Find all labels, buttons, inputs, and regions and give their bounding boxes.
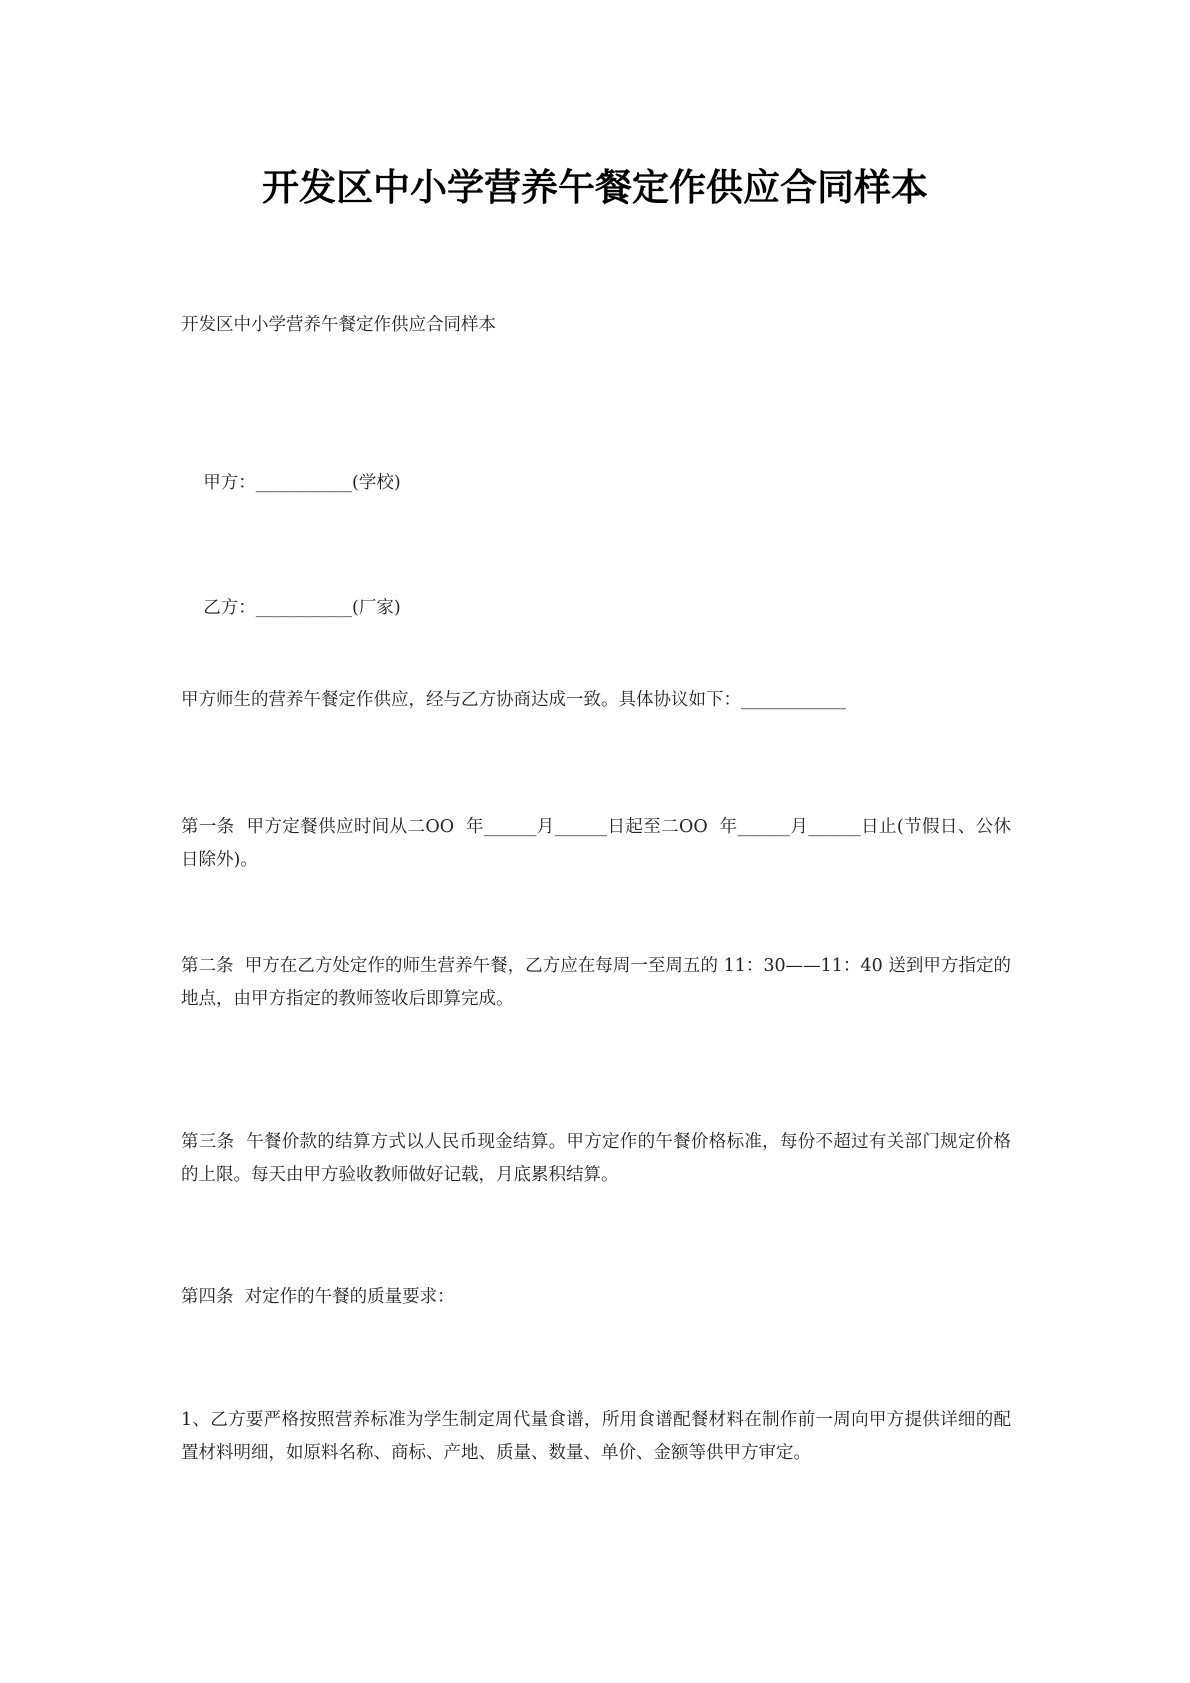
party-a-blank: ___________ <box>255 473 353 493</box>
party-a-label: 甲方： <box>203 473 256 493</box>
document-subtitle: 开发区中小学营养午餐定作供应合同样本 <box>181 315 496 335</box>
document-title: 开发区中小学营养午餐定作供应合同样本 <box>262 166 928 209</box>
article-2: 第二条 甲方在乙方处定作的师生营养午餐，乙方应在每周一至周五的 11：30——11：40 送到甲方指定的地点，由甲方指定的教师签收后即算完成。 <box>181 956 1011 1009</box>
party-a-suffix: (学校) <box>352 473 401 493</box>
item-1: 1、乙方要严格按照营养标准为学生制定周代量食谱，所用食谱配餐材料在制作前一周向甲方提供详细的配置材料明细，如原料名称、商标、产地、质量、数量、单价、金额等供甲方审定。 <box>181 1410 1011 1463</box>
party-b-line <box>181 559 1011 658</box>
article-3: 第三条 午餐价款的结算方式以人民币现金结算。甲方定作的午餐价格标准，每份不超过有关部门规定价格的上限。每天由甲方验收教师做好记载，月底累积结算。 <box>181 1132 1011 1185</box>
party-b-blank: ___________ <box>255 598 353 618</box>
party-b-label: 乙方： <box>203 598 256 618</box>
party-b-suffix: (厂家) <box>352 598 401 618</box>
party-a-line <box>181 434 1011 533</box>
intro-paragraph: 甲方师生的营养午餐定作供应，经与乙方协商达成一致。具体协议如下：____________ <box>181 690 846 710</box>
article-1: 第一条 甲方定餐供应时间从二OO 年______月______日起至二OO 年______月______日止(节假日、公休日除外)。 <box>181 817 1011 870</box>
article-4: 第四条 对定作的午餐的质量要求： <box>181 1287 455 1307</box>
